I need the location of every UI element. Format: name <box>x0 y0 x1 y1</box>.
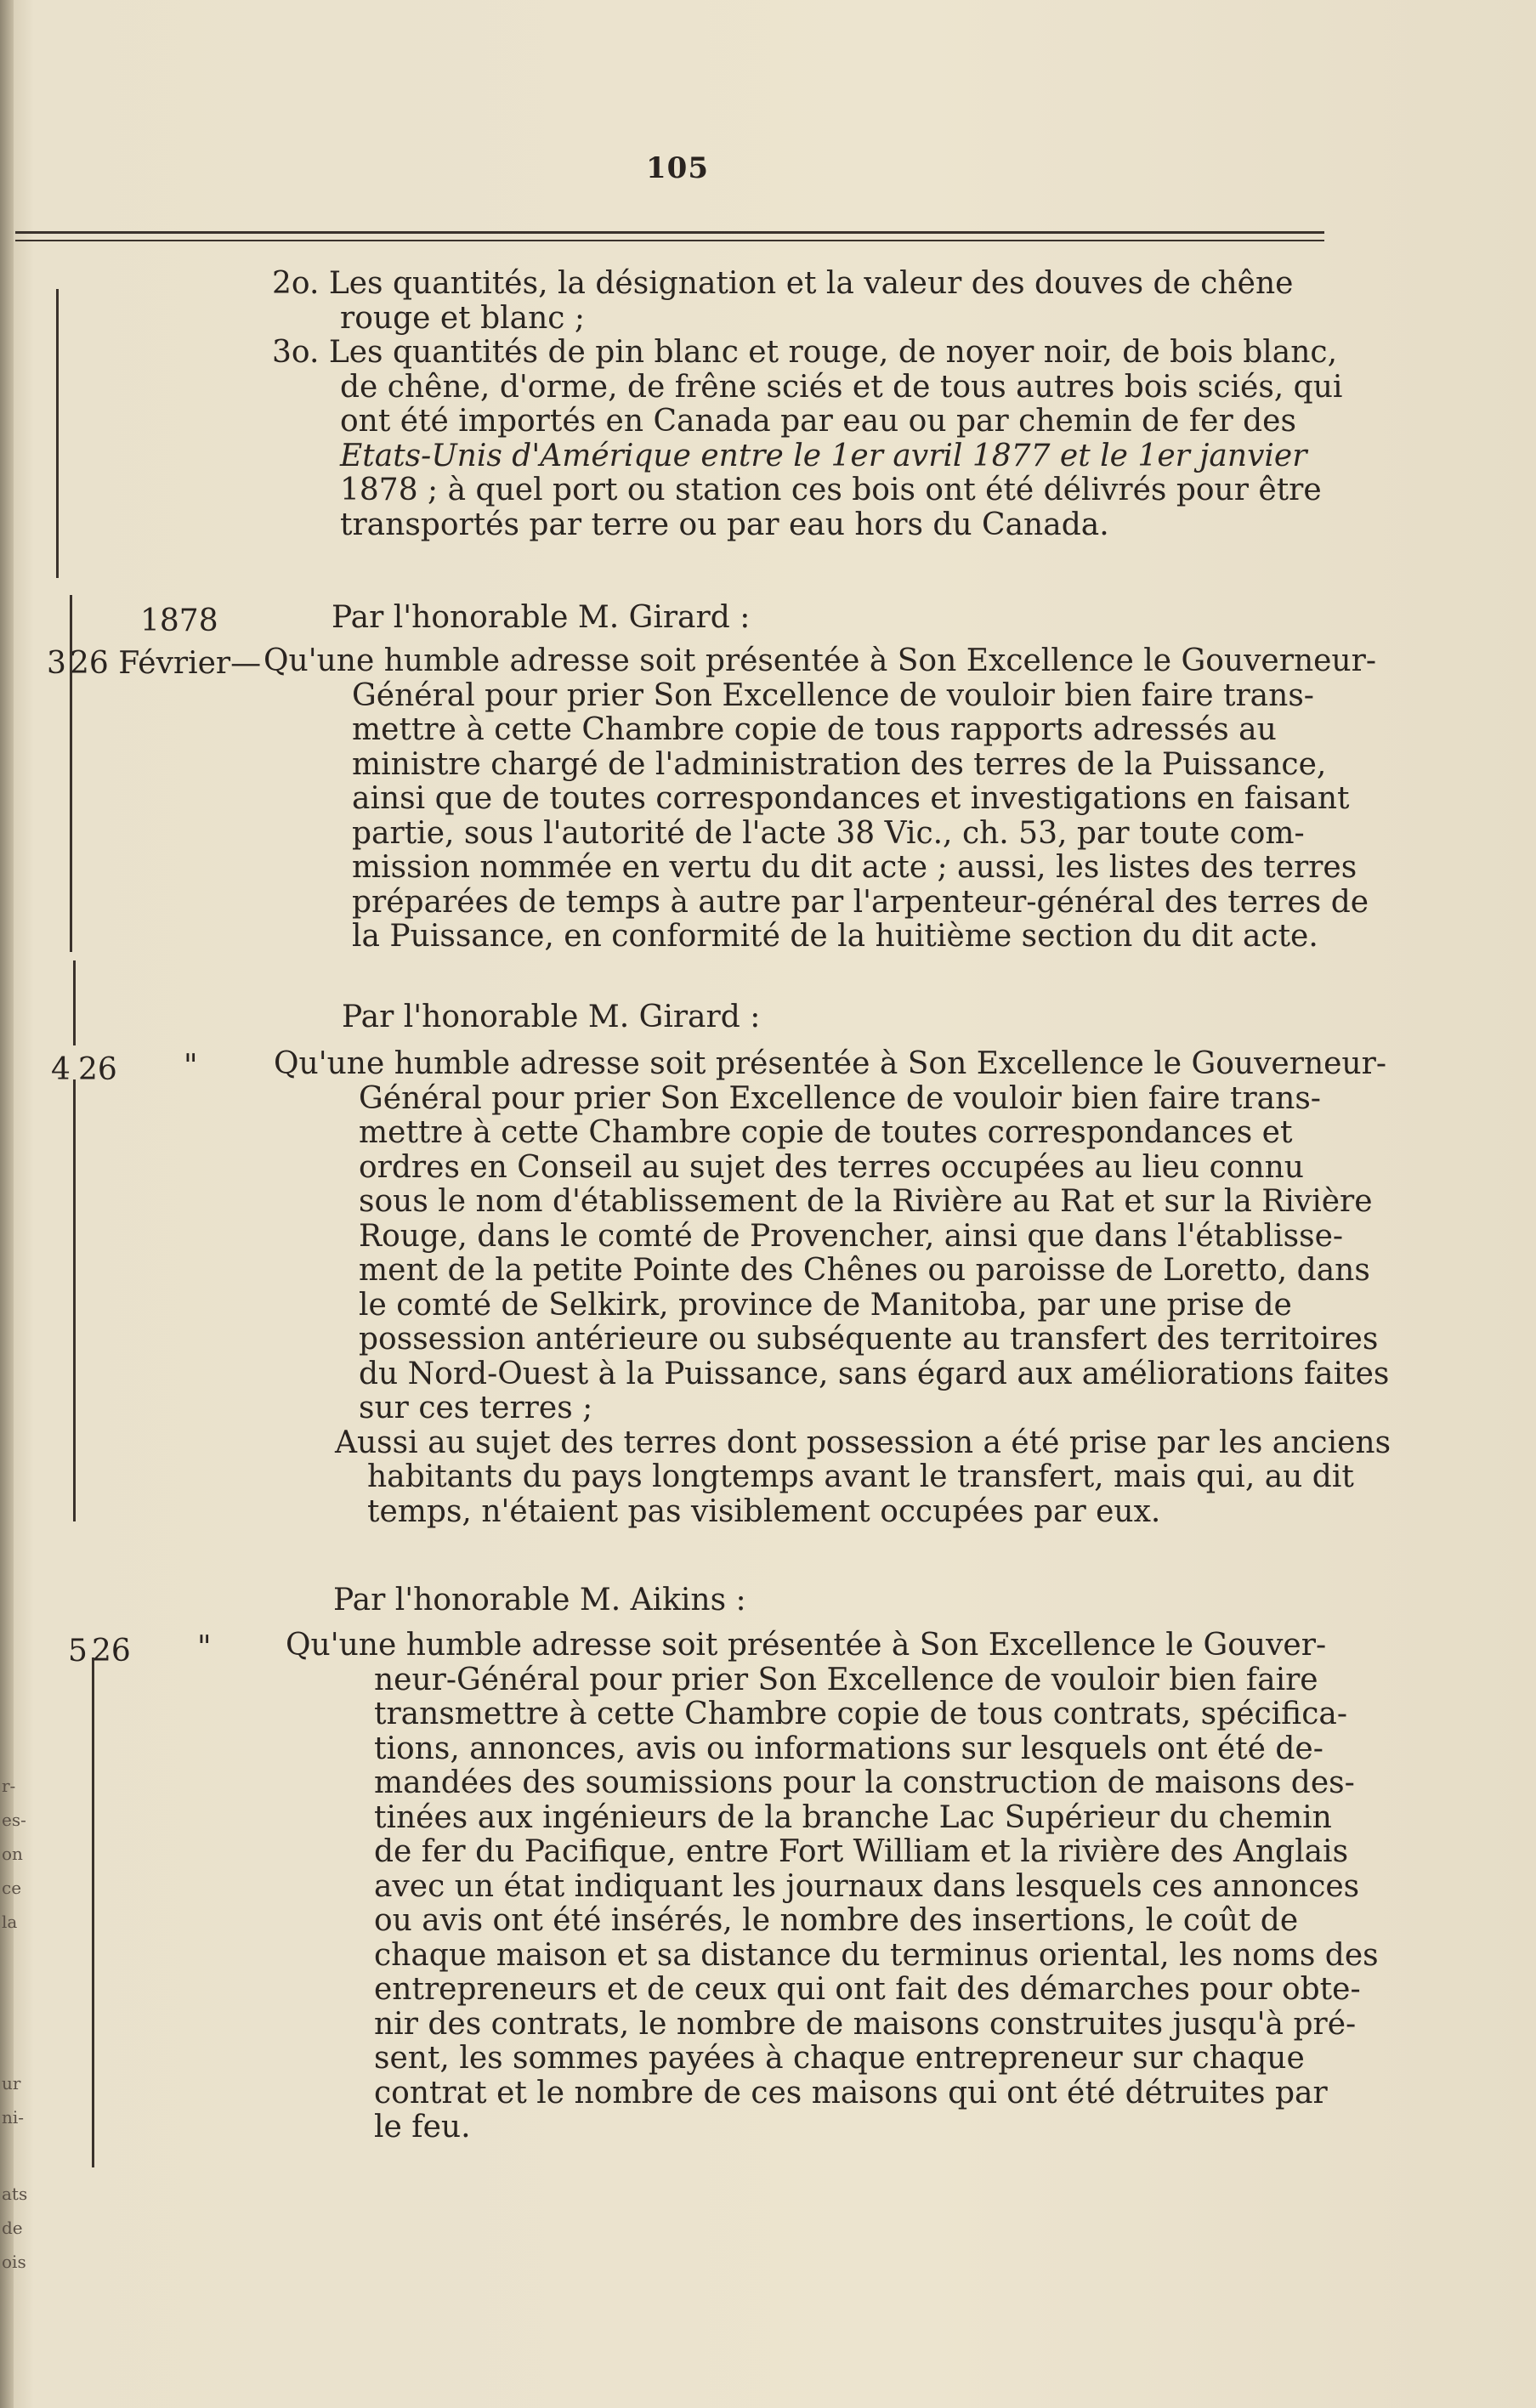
text-line: ainsi que de toutes correspondances et investigations en faisant <box>352 781 1350 816</box>
text-line: avec un état indiquant les journaux dans lesquels ces annonces <box>374 1868 1360 1904</box>
text-line: mandées des soumissions pour la construction de maisons des- <box>374 1765 1355 1800</box>
margin-fragment: ur <box>2 2073 21 2094</box>
text-line: Général pour prier Son Excellence de vouloir bien faire trans- <box>359 1080 1321 1116</box>
text-line: rouge et blanc ; <box>340 300 586 336</box>
ditto-mark: " <box>184 1049 198 1084</box>
margin-fragment: on <box>2 1844 23 1864</box>
text-line: possession antérieure ou subséquente au transfert des territoires <box>359 1322 1379 1357</box>
margin-fragment: ce <box>2 1878 22 1898</box>
margin-fragment: es- <box>2 1810 26 1830</box>
motion-date: 26 <box>78 1052 117 1087</box>
text-line: ordres en Conseil au sujet des terres occupées au lieu connu <box>359 1149 1304 1185</box>
text-line: ministre chargé de l'administration des terres de la Puissance, <box>352 746 1327 782</box>
text-line: ont été importés en Canada par eau ou par chemin de fer des <box>340 404 1296 439</box>
motion-date: 26 Février— <box>70 646 262 681</box>
text-line: la Puissance, en conformité de la huitième section du dit acte. <box>352 919 1318 954</box>
text-line: 2o. Les quantités, la désignation et la valeur des douves de chêne <box>272 266 1294 301</box>
mover-line: Par l'honorable M. Girard : <box>342 1000 761 1034</box>
margin-fragment: r- <box>2 1776 16 1796</box>
page-binding <box>0 0 14 2408</box>
margin-fragment: de <box>2 2218 23 2238</box>
margin-fragment: ois <box>2 2252 26 2272</box>
margin-bar <box>92 1657 94 2167</box>
year-label: 1878 <box>140 603 218 638</box>
text-line: Rouge, dans le comté de Provencher, ainsi que dans l'établisse- <box>359 1218 1344 1254</box>
margin-fragment: ats <box>2 2184 28 2204</box>
text-line: partie, sous l'autorité de l'acte 38 Vic., ch. 53, par toute com- <box>352 815 1305 851</box>
motion-text <box>286 1629 1379 2145</box>
text-line: Etats-Unis d'Amérique entre le 1er avril 1877 et le 1er janvier <box>340 438 1307 473</box>
margin-fragment: la <box>2 1912 18 1932</box>
text-line: le comté de Selkirk, province de Manitoba, par une prise de <box>359 1287 1292 1323</box>
mover-line: Par l'honorable M. Girard : <box>332 600 751 635</box>
text-line: sur ces terres ; <box>359 1391 593 1425</box>
text-line: mettre à cette Chambre copie de tous rapports adressés au <box>352 712 1277 747</box>
text-line: entrepreneurs et de ceux qui ont fait des démarches pour obte- <box>374 1972 1361 2007</box>
header-rule <box>15 231 1324 234</box>
text-line: préparées de temps à autre par l'arpenteur-général des terres de <box>352 884 1369 920</box>
text-line: 1878 ; à quel port ou station ces bois ont été délivrés pour être <box>340 473 1322 507</box>
text-line: tinées aux ingénieurs de la branche Lac Supérieur du chemin <box>374 1799 1332 1835</box>
text-line: Général pour prier Son Excellence de vouloir bien faire trans- <box>352 677 1314 713</box>
text-line: de fer du Pacifique, entre Fort William et la rivière des Anglais <box>374 1834 1349 1869</box>
text-line: mission nommée en vertu du dit acte ; aussi, les listes des terres <box>352 850 1357 885</box>
motion-text <box>274 1047 1391 1529</box>
text-line: sous le nom d'établissement de la Rivière au Rat et sur la Rivière <box>359 1184 1373 1219</box>
text-line: chaque maison et sa distance du terminus oriental, les noms des <box>374 1937 1379 1973</box>
margin-bar <box>73 1079 76 1521</box>
motion-number: 5 <box>68 1634 88 1669</box>
margin-bar <box>56 289 59 578</box>
text-line: temps, n'étaient pas visiblement occupées par eux. <box>367 1493 1161 1529</box>
margin-fragment: ni- <box>2 2107 25 2128</box>
motion-number: 4 <box>51 1052 71 1087</box>
motion-text <box>264 644 1376 955</box>
text-line: 3o. Les quantités de pin blanc et rouge, de noyer noir, de bois blanc, <box>272 335 1338 370</box>
margin-bar <box>73 960 76 1045</box>
motion-date: 26 <box>92 1634 131 1669</box>
text-line: habitants du pays longtemps avant le transfert, mais qui, au dit <box>367 1459 1354 1494</box>
text-line: neur-Général pour prier Son Excellence de vouloir bien faire <box>374 1662 1318 1697</box>
ditto-mark: " <box>197 1630 212 1665</box>
text-line: transmettre à cette Chambre copie de tous contrats, spécifica- <box>374 1697 1347 1731</box>
text-line: Qu'une humble adresse soit présentée à Son Excellence le Gouver- <box>286 1628 1327 1663</box>
motion-number: 3 <box>47 646 66 681</box>
page-number: 105 <box>646 151 709 185</box>
text-line: tions, annonces, avis ou informations sur lesquels ont été de- <box>374 1731 1323 1766</box>
text-line: le feu. <box>374 2110 471 2145</box>
text-line: Qu'une humble adresse soit présentée à Son Excellence le Gouverneur- <box>274 1046 1386 1081</box>
header-rule <box>15 240 1324 241</box>
text-line: mettre à cette Chambre copie de toutes correspondances et <box>359 1115 1293 1150</box>
text-line: ment de la petite Pointe des Chênes ou paroisse de Loretto, dans <box>359 1253 1370 1288</box>
text-line: sent, les sommes payées à chaque entrepreneur sur chaque <box>374 2041 1305 2076</box>
mover-line: Par l'honorable M. Aikins : <box>333 1583 746 1618</box>
text-line: de chêne, d'orme, de frêne sciés et de tous autres bois sciés, qui <box>340 369 1343 405</box>
text-line: transportés par terre ou par eau hors du Canada. <box>340 507 1109 542</box>
text-line: nir des contrats, le nombre de maisons construites jusqu'à pré- <box>374 2006 1357 2042</box>
text-line: Qu'une humble adresse soit présentée à Son Excellence le Gouverneur- <box>264 643 1376 678</box>
text-line: Aussi au sujet des terres dont possession a été prise par les anciens <box>335 1425 1391 1460</box>
text-line: du Nord-Ouest à la Puissance, sans égard aux améliorations faites <box>359 1356 1390 1391</box>
text-line: contrat et le nombre de ces maisons qui ont été détruites par <box>374 2075 1328 2111</box>
text-line: ou avis ont été insérés, le nombre des insertions, le coût de <box>374 1903 1299 1938</box>
list-continuation <box>272 267 1342 542</box>
